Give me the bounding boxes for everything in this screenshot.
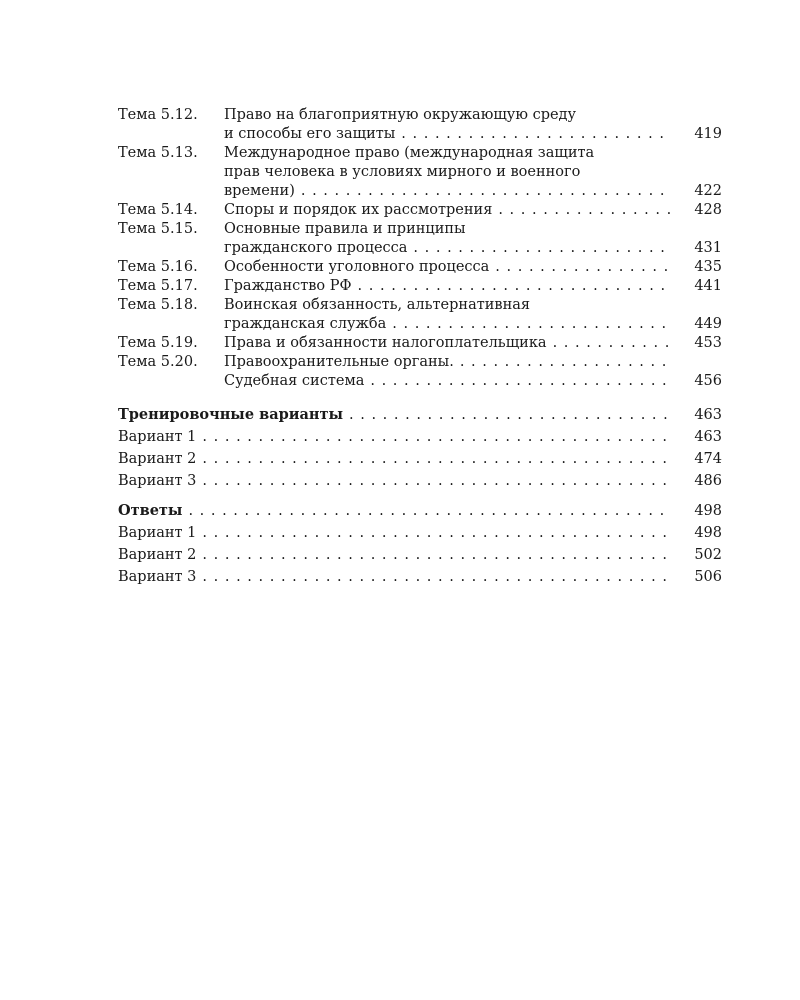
page-number: 506 [694, 569, 722, 585]
page-number: 449 [694, 316, 722, 332]
page-number: 463 [694, 429, 722, 445]
page-number: 441 [694, 278, 722, 294]
page-number: 456 [694, 373, 722, 389]
page-number: 463 [694, 407, 722, 423]
topic-number: Тема 5.12. [118, 107, 198, 123]
page-number: 431 [694, 240, 722, 256]
topic-number: Тема 5.16. [118, 259, 198, 275]
page-number: 474 [694, 451, 722, 467]
dot-leader [202, 448, 670, 470]
page-number: 419 [694, 126, 722, 142]
toc-answers-variant-2[interactable] [118, 544, 722, 566]
topic-number: Тема 5.20. [118, 354, 198, 370]
table-of-contents [118, 106, 722, 588]
toc-training-variant-2[interactable] [118, 448, 722, 470]
dot-leader [498, 201, 670, 220]
topic-title-line: Право на благоприятную окружающую среду [224, 107, 577, 123]
variant-label: Вариант 1 [118, 525, 197, 541]
toc-training-variant-3[interactable] [118, 470, 722, 492]
topic-number: Тема 5.19. [118, 335, 198, 351]
topic-title-line: и способы его защиты [224, 126, 396, 142]
section-title: Тренировочные варианты [118, 406, 344, 423]
variant-label: Вариант 1 [118, 429, 197, 445]
toc-topic-5-13[interactable] [118, 144, 722, 201]
topic-number: Тема 5.18. [118, 297, 198, 313]
toc-answers[interactable] [118, 500, 722, 522]
topic-title-line: прав человека в условиях мирного и военного [224, 164, 581, 180]
section-title: Ответы [118, 502, 183, 519]
topic-title-line: Международное право (международная защита [224, 145, 595, 161]
page-number: 498 [694, 503, 722, 519]
dot-leader [202, 544, 670, 566]
dot-leader [495, 258, 670, 277]
dot-leader [460, 353, 670, 372]
topic-number: Тема 5.15. [118, 221, 198, 237]
page-number: 453 [694, 335, 722, 351]
topic-title-line: Права и обязанности налогоплательщика [224, 335, 547, 351]
page-number: 486 [694, 473, 722, 489]
topic-title-line: времени) [224, 183, 295, 199]
dot-leader [349, 404, 670, 426]
dot-leader [301, 182, 670, 201]
dot-leader [413, 239, 670, 258]
dot-leader [358, 277, 670, 296]
toc-topic-5-17[interactable] [118, 277, 722, 296]
variant-label: Вариант 2 [118, 451, 197, 467]
topic-title-line: Правоохранительные органы. [224, 354, 454, 370]
dot-leader [202, 522, 670, 544]
dot-leader [202, 566, 670, 588]
dot-leader [553, 334, 670, 353]
topic-number: Тема 5.13. [118, 145, 198, 161]
dot-leader [202, 426, 670, 448]
topic-title-line: гражданского процесса [224, 240, 408, 256]
dot-leader [370, 372, 670, 391]
toc-training-variant-1[interactable] [118, 426, 722, 448]
page-number: 428 [694, 202, 722, 218]
toc-training-variants[interactable] [118, 404, 722, 426]
page-number: 502 [694, 547, 722, 563]
topic-number: Тема 5.14. [118, 202, 198, 218]
topic-title-line: Судебная система [224, 373, 365, 389]
page-number: 498 [694, 525, 722, 541]
topic-title-line: Воинская обязанность, альтернативная [224, 297, 531, 313]
topic-title-line: Гражданство РФ [224, 278, 352, 294]
toc-answers-variant-1[interactable] [118, 522, 722, 544]
variant-label: Вариант 2 [118, 547, 197, 563]
toc-topic-5-16[interactable] [118, 258, 722, 277]
topic-title-line: Основные правила и принципы [224, 221, 466, 237]
page-number: 435 [694, 259, 722, 275]
topic-title-line: Особенности уголовного процесса [224, 259, 490, 275]
variant-label: Вариант 3 [118, 569, 197, 585]
toc-answers-variant-3[interactable] [118, 566, 722, 588]
toc-topic-5-12[interactable] [118, 106, 722, 144]
topic-title-line: Споры и порядок их рассмотрения [224, 202, 493, 218]
dot-leader [188, 500, 670, 522]
toc-topic-5-18[interactable] [118, 296, 722, 334]
dot-leader [202, 470, 670, 492]
dot-leader [392, 315, 670, 334]
toc-topic-5-19[interactable] [118, 334, 722, 353]
topic-number: Тема 5.17. [118, 278, 198, 294]
topic-title-line: гражданская служба [224, 316, 387, 332]
variant-label: Вариант 3 [118, 473, 197, 489]
toc-topic-5-15[interactable] [118, 220, 722, 258]
page-number: 422 [694, 183, 722, 199]
toc-topic-5-20[interactable] [118, 353, 722, 391]
toc-topic-5-14[interactable] [118, 201, 722, 220]
dot-leader [401, 125, 670, 144]
